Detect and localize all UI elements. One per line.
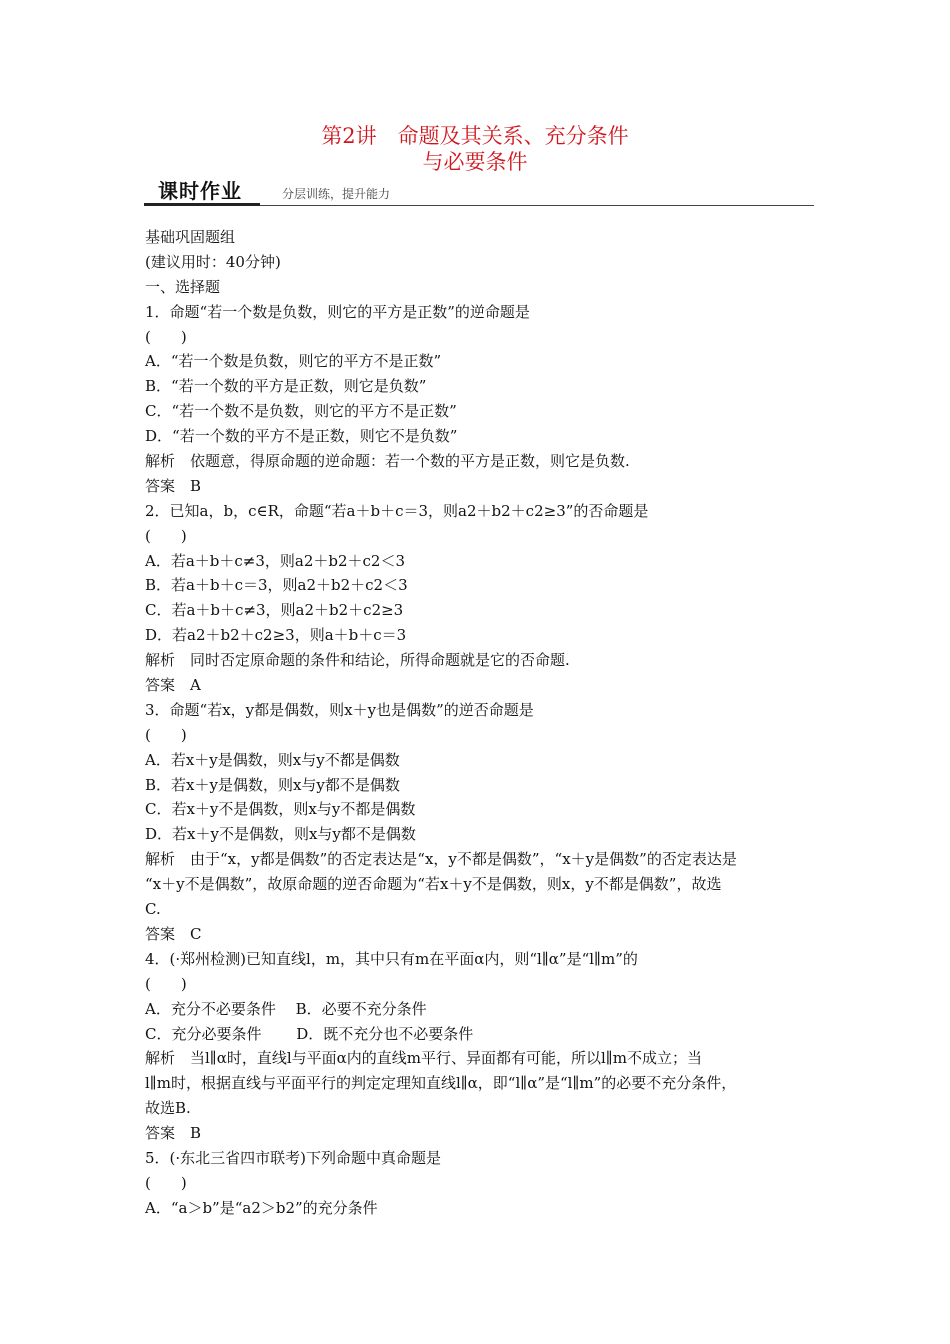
option-c: C．若a＋b＋c≠3，则a2＋b2＋c2≥3 (145, 601, 404, 620)
text-line: 基础巩固题组 (145, 228, 236, 246)
option-a: A．“a＞b”是“a2＞b2”的充分条件 (145, 1198, 378, 1217)
document-body (145, 225, 815, 1221)
option-d: D．“若一个数的平方不是正数，则它不是负数” (145, 427, 458, 446)
explanation: 解析 由于“x，y都是偶数”的否定表达是“x，y不都是偶数”，“x＋y是偶数”的否定表达是 (145, 850, 737, 869)
answer-bracket: ( ) (145, 526, 187, 545)
answer-bracket: ( ) (145, 725, 187, 744)
section-header (144, 178, 814, 208)
question-4-stem: 4．(·郑州检测)已知直线l，m，其中只有m在平面α内，则“l∥α”是“l∥m”的 (145, 949, 638, 968)
answer-bracket: ( ) (145, 974, 187, 993)
options-a-b: A．充分不必要条件 B．必要不充分条件 (145, 999, 427, 1018)
page-title-line-2: 与必要条件 (422, 150, 528, 174)
page-title-line-1: 第2讲 命题及其关系、充分条件 (321, 124, 629, 148)
explanation-cont: 故选B. (145, 1099, 191, 1118)
text-line: (建议用时：40分钟) (145, 252, 281, 271)
header-thin-rule (260, 205, 814, 206)
text-line: 一、选择题 (145, 277, 221, 296)
explanation-cont: l∥m时，根据直线与平面平行的判定定理知直线l∥α，即“l∥α”是“l∥m”的必要不充分条件， (145, 1074, 737, 1093)
question-1-stem: 1．命题“若一个数是负数，则它的平方是正数”的逆命题是 (145, 302, 530, 321)
option-d: D．若x＋y不是偶数，则x与y都不是偶数 (145, 825, 416, 844)
answer-bracket: ( ) (145, 1173, 187, 1192)
option-c: C．若x＋y不是偶数，则x与y不都是偶数 (145, 800, 416, 819)
answer: 答案 C (145, 924, 202, 943)
explanation: 解析 依题意，得原命题的逆命题：若一个数的平方是正数，则它是负数. (145, 452, 630, 471)
option-b: B．若x＋y是偶数，则x与y都不是偶数 (145, 775, 400, 794)
option-d: D．若a2＋b2＋c2≥3，则a＋b＋c＝3 (145, 626, 407, 645)
answer: 答案 A (145, 676, 201, 695)
answer: 答案 B (145, 1124, 202, 1143)
option-a: A．若a＋b＋c≠3，则a2＋b2＋c2＜3 (145, 551, 406, 570)
option-b: B．“若一个数的平方是正数，则它是负数” (145, 377, 427, 396)
option-a: A．若x＋y是偶数，则x与y不都是偶数 (145, 750, 400, 769)
answer: 答案 B (145, 476, 202, 495)
explanation: 解析 同时否定原命题的条件和结论，所得命题就是它的否命题. (145, 651, 570, 670)
option-c: C．“若一个数不是负数，则它的平方不是正数” (145, 402, 457, 421)
section-subtitle: 分层训练，提升能力 (282, 187, 391, 201)
question-3-stem: 3．命题“若x，y都是偶数，则x＋y也是偶数”的逆否命题是 (145, 700, 534, 719)
explanation-cont: “x＋y不是偶数”，故原命题的逆否命题为“若x＋y不是偶数，则x，y不都是偶数”，故选 (145, 875, 722, 894)
section-tag: 课时作业 (158, 179, 242, 203)
question-2-stem: 2．已知a，b，c∈R，命题“若a＋b＋c＝3，则a2＋b2＋c2≥3”的否命题是 (145, 501, 649, 520)
question-5-stem: 5．(·东北三省四市联考)下列命题中真命题是 (145, 1148, 442, 1167)
explanation: 解析 当l∥α时，直线l与平面α内的直线m平行、异面都有可能，所以l∥m不成立；当 (145, 1049, 702, 1068)
explanation-cont: C. (145, 900, 161, 919)
answer-bracket: ( ) (145, 327, 187, 346)
option-a: A．“若一个数是负数，则它的平方不是正数” (145, 352, 442, 371)
header-thick-rule (144, 203, 260, 206)
options-c-d: C．充分必要条件 D．既不充分也不必要条件 (145, 1024, 474, 1043)
option-b: B．若a＋b＋c＝3，则a2＋b2＋c2＜3 (145, 576, 408, 595)
